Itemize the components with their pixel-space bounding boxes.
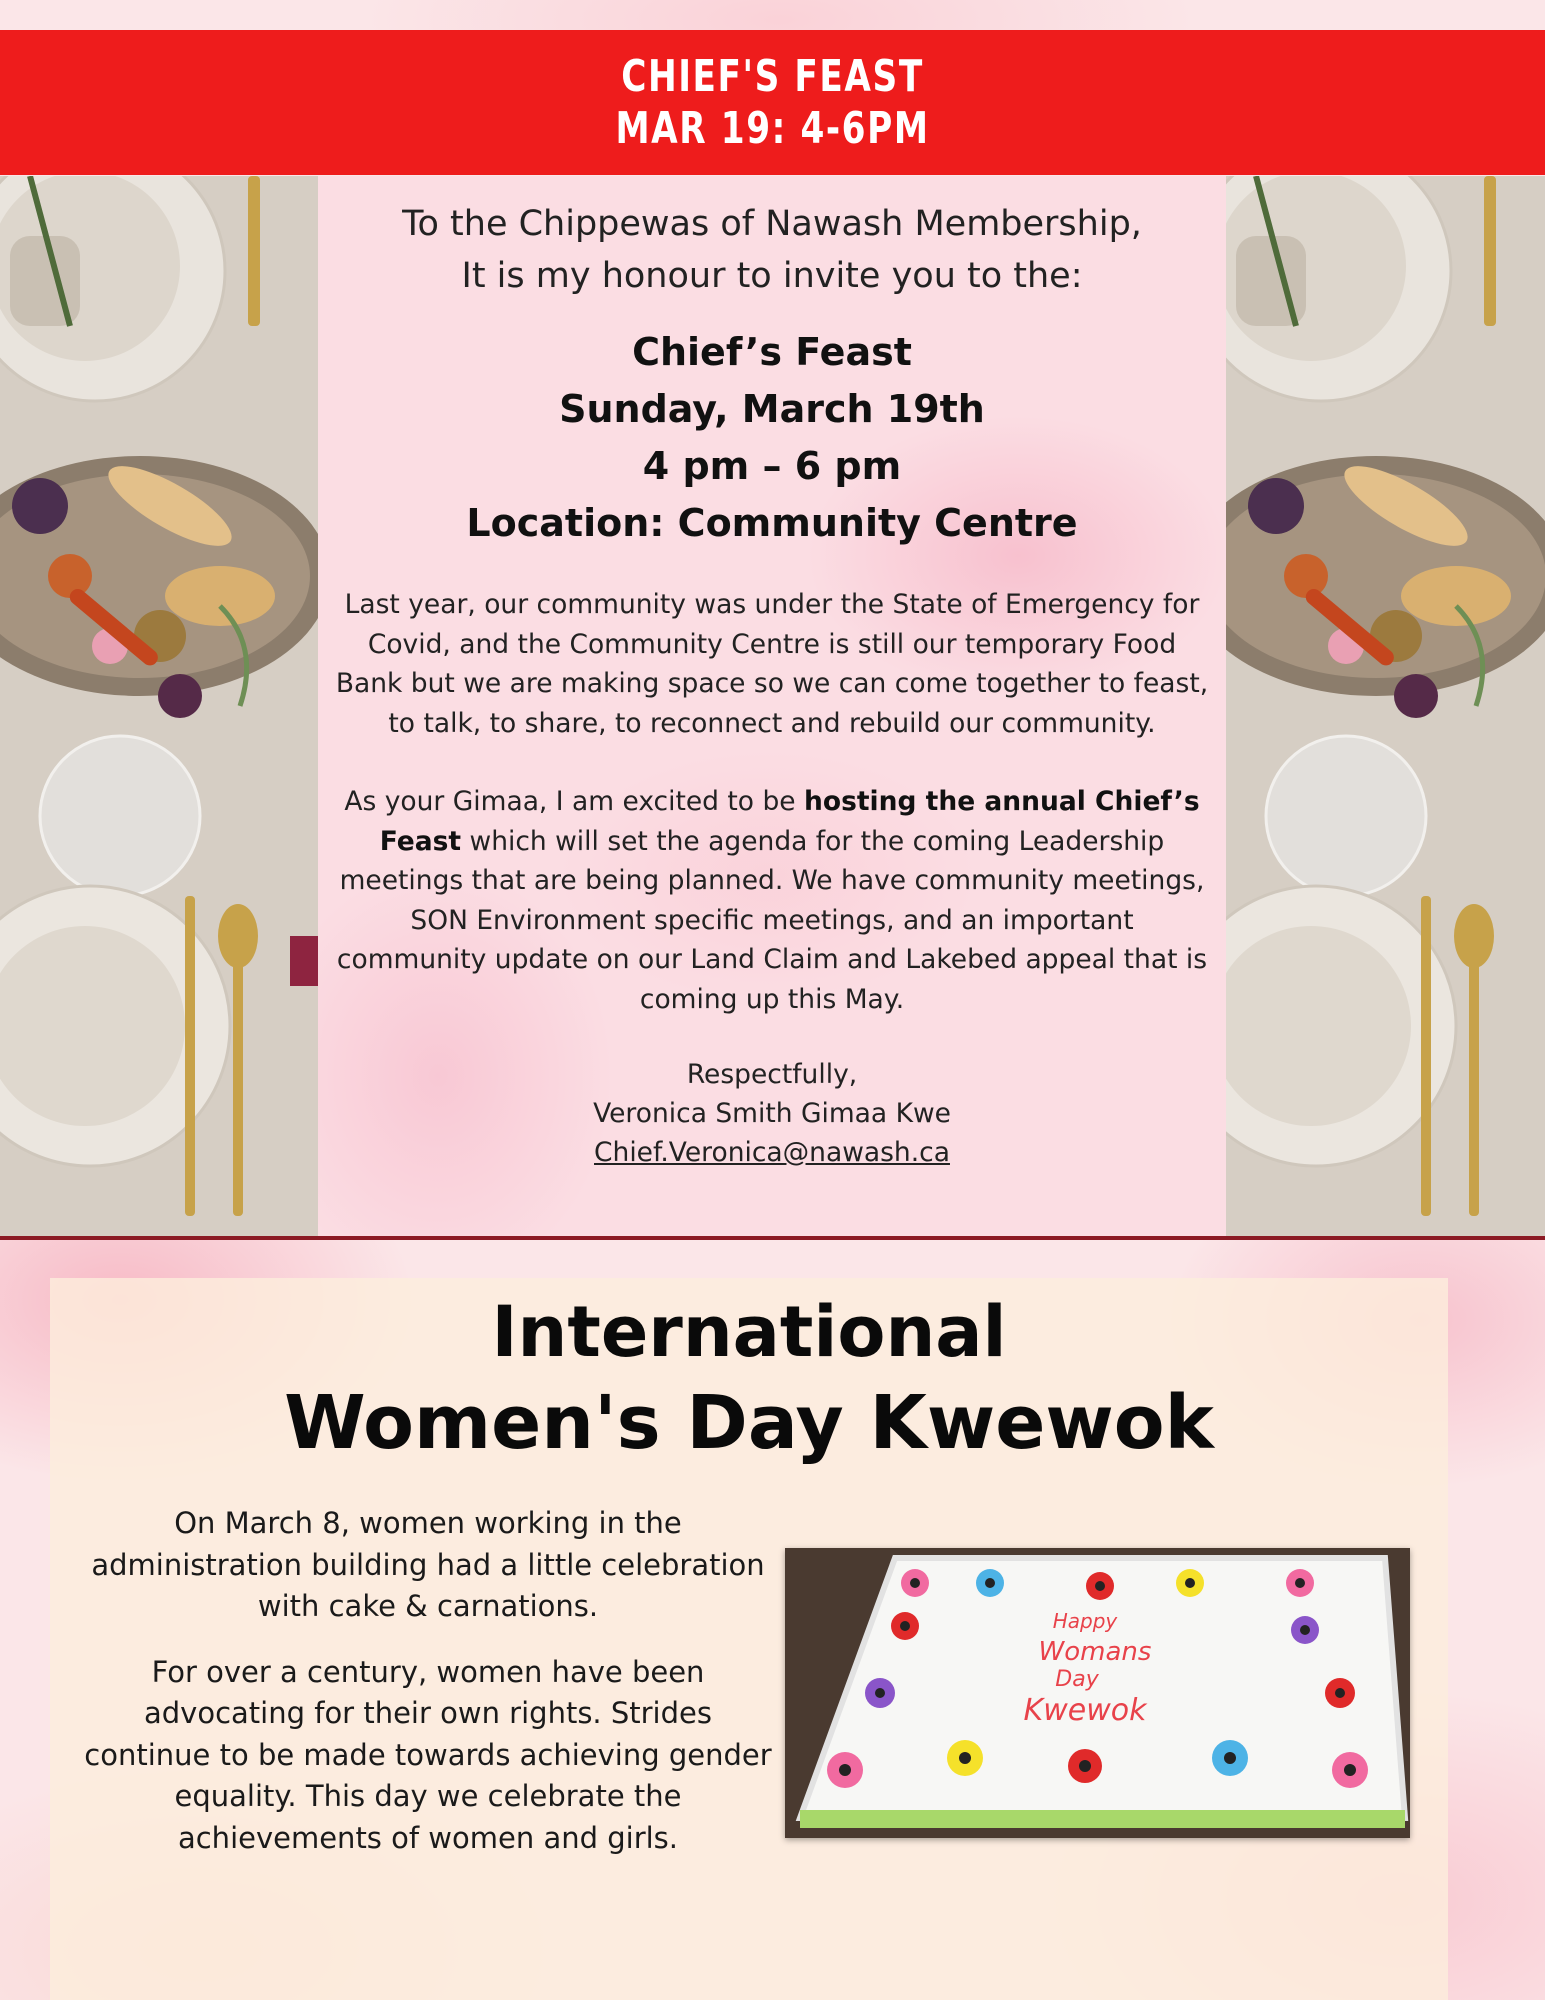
event-name: Chief’s Feast: [632, 330, 912, 374]
title-line-1: International: [491, 1291, 1007, 1373]
event-date: Sunday, March 19th: [559, 387, 985, 431]
letter-paragraph-2: [332, 782, 1212, 1019]
event-time: 4 pm – 6 pm: [642, 444, 902, 488]
invitation-letter: [318, 176, 1226, 1236]
intro-line-1: To the Chippewas of Nawash Membership,: [402, 204, 1142, 244]
story-paragraph-1: On March 8, women working in the administration building had a little celebration with cake & carnations.: [91, 1506, 765, 1623]
event-details: [318, 324, 1226, 552]
paragraph-2-intro: As your Gimaa, I am excited to be: [344, 786, 804, 817]
cake-photo: [785, 1548, 1410, 1838]
table-setting-photo-left: [0, 176, 318, 1236]
womens-day-title: [50, 1288, 1448, 1470]
banner-title: CHIEF'S FEAST: [621, 50, 924, 102]
paragraph-2-highlight: hosting the annual Chief’s Feast: [379, 786, 1200, 857]
banner-date: MAR 19: 4-6PM: [615, 102, 930, 154]
cake-text-happy: Happy: [1052, 1609, 1118, 1633]
closing: Respectfully,: [686, 1059, 858, 1090]
event-banner: [0, 30, 1545, 175]
intro-line-2: It is my honour to invite you to the:: [461, 256, 1083, 296]
chief-email-link[interactable]: Chief.Veronica@nawash.ca: [594, 1137, 950, 1168]
letter-intro: [318, 198, 1226, 302]
table-setting-photo-right: [1226, 176, 1545, 1236]
event-location: Location: Community Centre: [466, 501, 1078, 545]
womens-day-card: [50, 1278, 1448, 2000]
section-divider: [0, 1236, 1545, 1240]
story-paragraph-2: For over a century, women have been advocating for their own rights. Strides continue to be made towards achieving gender equality. This day we celebrate the achievements of women and girls.: [84, 1654, 772, 1855]
letter-paragraph-1: Last year, our community was under the State of Emergency for Covid, and the Community Centre is still our temporary Food Bank but we are making space so we can come together to feast, to talk, to share, to reconnect and rebuild our community.: [335, 589, 1209, 739]
cake-text-womans: Womans: [1038, 1637, 1152, 1667]
paragraph-2-rest: which will set the agenda for the coming Leadership meetings that are being planned. We have community meetings, SON Environment specific meetings, and an important community update on our Land Claim and Lakebed appeal that is coming up this May.: [336, 825, 1208, 1015]
cake-text-kwewok: Kwewok: [1023, 1693, 1147, 1728]
title-line-2: Women's Day Kwewok: [284, 1380, 1214, 1466]
cake-text-day: Day: [1055, 1667, 1099, 1692]
letter-signoff: [318, 1055, 1226, 1172]
womens-day-story: [78, 1503, 778, 1883]
signature: Veronica Smith Gimaa Kwe: [593, 1098, 951, 1129]
